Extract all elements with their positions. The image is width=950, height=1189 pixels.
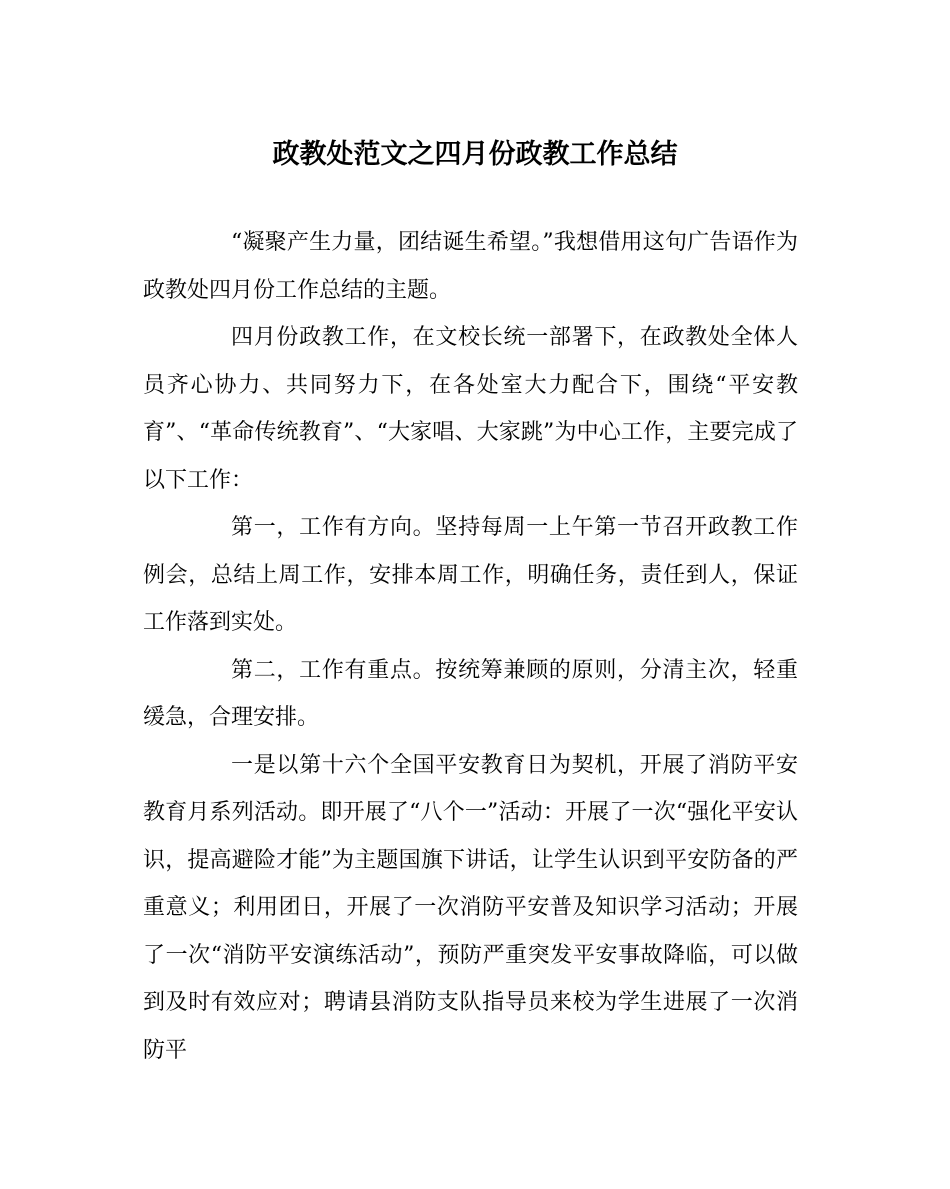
paragraph-overview: 四月份政教工作，在文校长统一部署下，在政教处全体人员齐心协力、共同努力下，在各处室大力配合下，围绕“平安教育”、“革命传统教育”、“大家唱、大家跳”为中心工作，主要完成了以下工作： [143,325,798,493]
paragraph-safety-education: 一是以第十六个全国平安教育日为契机，开展了消防平安教育月系列活动。即开展了“八个一”活动：开展了一次“强化平安认识，提高避险才能”为主题国旗下讲话，让学生认识到平安防备的严重意义；利用团日，开展了一次消防平安普及知识学习活动；开展了一次“消防平安演练活动”，预防严重突发平安事故降临，可以做到及时有效应对；聘请县消防支队指导员来校为学生进展了一次消防平 [143,752,798,1063]
paragraph-second-focus: 第二，工作有重点。按统筹兼顾的原则，分清主次，轻重缓急，合理安排。 [143,657,798,730]
document-body [143,219,798,1074]
paragraph-theme: “凝聚产生力量，团结诞生希望。”我想借用这句广告语作为政教处四月份工作总结的主题。 [143,230,798,303]
document-title: 政教处范文之四月份政教工作总结 [272,139,678,170]
paragraph-first-direction: 第一，工作有方向。坚持每周一上午第一节召开政教工作例会，总结上周工作，安排本周工作，明确任务，责任到人，保证工作落到实处。 [143,515,798,635]
